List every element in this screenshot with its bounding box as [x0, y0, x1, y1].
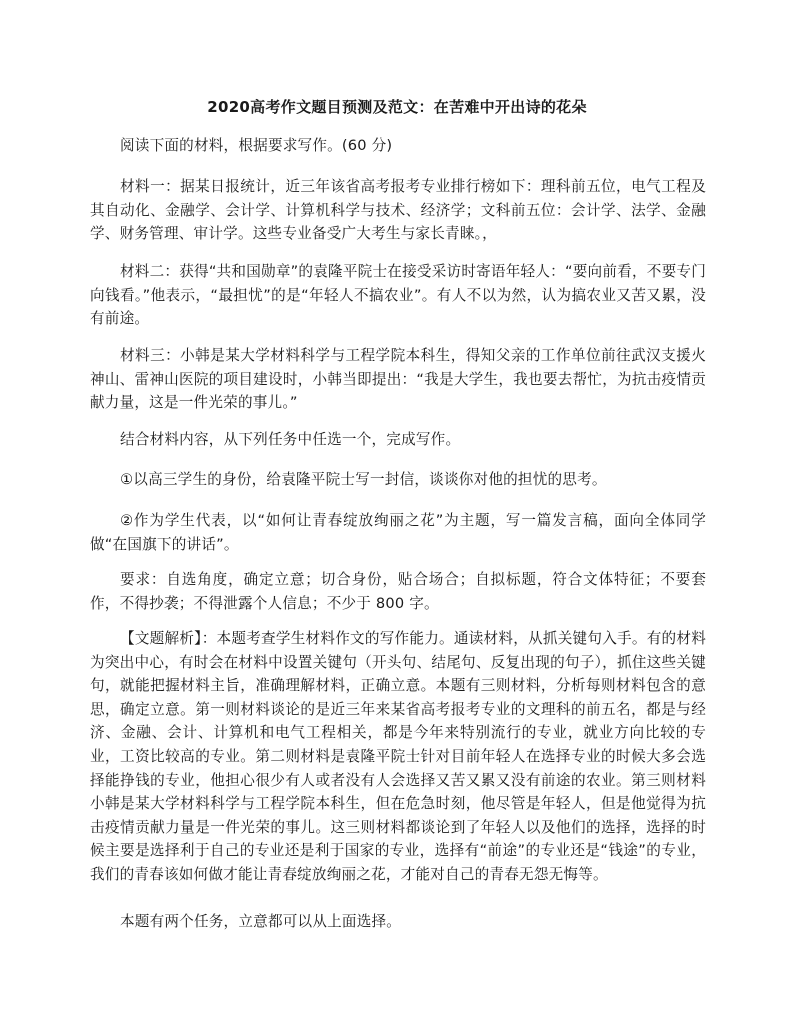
paragraph-requirements: 要求：自选角度，确定立意；切合身份，贴合场合；自拟标题，符合文体特征；不要套作，不得抄袭；不得泄露个人信息；不少于 800 字。 — [90, 571, 706, 612]
paragraph-task-1: ①以高三学生的身份，给袁隆平院士写一封信，谈谈你对他的担忧的思考。 — [120, 471, 607, 488]
paragraph-task-2: ②作为学生代表，以“如何让青春绽放绚丽之花”为主题，写一篇发言稿，面向全体同学做“在国旗下的讲话”。 — [90, 512, 706, 553]
paragraph-material-1: 材料一：据某日报统计，近三年该省高考报考专业排行榜如下：理科前五位，电气工程及其自动化、金融学、会计学、计算机科学与技术、经济学；文科前五位：会计学、法学、金融学、财务管理、审计学。这些专业备受广大考生与家长青睐。， — [90, 178, 706, 243]
paragraph-instructions: 阅读下面的材料，根据要求写作。(60 分) — [120, 137, 393, 154]
paragraph-material-2: 材料二：获得“共和国勋章”的袁隆平院士在接受采访时寄语年轻人：“要向前看，不要专门向钱看。”他表示，“最担忧”的是“年轻人不搞农业”。有人不以为然，认为搞农业又苦又累，没有前途。 — [90, 263, 706, 328]
paragraph-analysis: 【文题解析】：本题考查学生材料作文的写作能力。通读材料，从抓关键句入手。有的材料为突出中心，有时会在材料中设置关键句（开头句、结尾句、反复出现的句子），抓住这些关键句，就能把握材料主旨，准确理解材料，正确立意。本题有三则材料，分析每则材料包含的意思，确定立意。第一则材料谈论的是近三年来某省高考报考专业的文理科的前五名，都是与经济、金融、会计、计算机和电气工程相关，都是今年来特别流行的专业，就业方向比较的专业，工资比较高的专业。第二则材料是袁隆平院士针对目前年轻人在选择专业的时候大多会选择能挣钱的专业，他担心很少有人或者没有人会选择又苦又累又没有前途的农业。第三则材料小韩是某大学材料科学与工程学院本科生，但在危急时刻，他尽管是年轻人，但是他觉得为抗击疫情贡献力量是一件光荣的事儿。这三则材料都谈论到了年轻人以及他们的选择，选择的时候主要是选择利于自己的专业还是利于国家的专业，选择有“前途”的专业还是“钱途”的专业，我们的青春该如何做才能让青春绽放绚丽之花，才能对自己的青春无怨无悔等。 — [90, 630, 706, 883]
paragraph-material-3: 材料三：小韩是某大学材料科学与工程学院本科生，得知父亲的工作单位前往武汉支援火神山、雷神山医院的项目建设时，小韩当即提出：“我是大学生，我也要去帮忙，为抗击疫情贡献力量，这是一件光荣的事儿。” — [90, 347, 706, 412]
document-title: 2020高考作文题目预测及范文：在苦难中开出诗的花朵 — [207, 98, 587, 116]
paragraph-closing: 本题有两个任务，立意都可以从上面选择。 — [120, 913, 402, 930]
paragraph-task-intro: 结合材料内容，从下列任务中任选一个，完成写作。 — [120, 431, 461, 448]
